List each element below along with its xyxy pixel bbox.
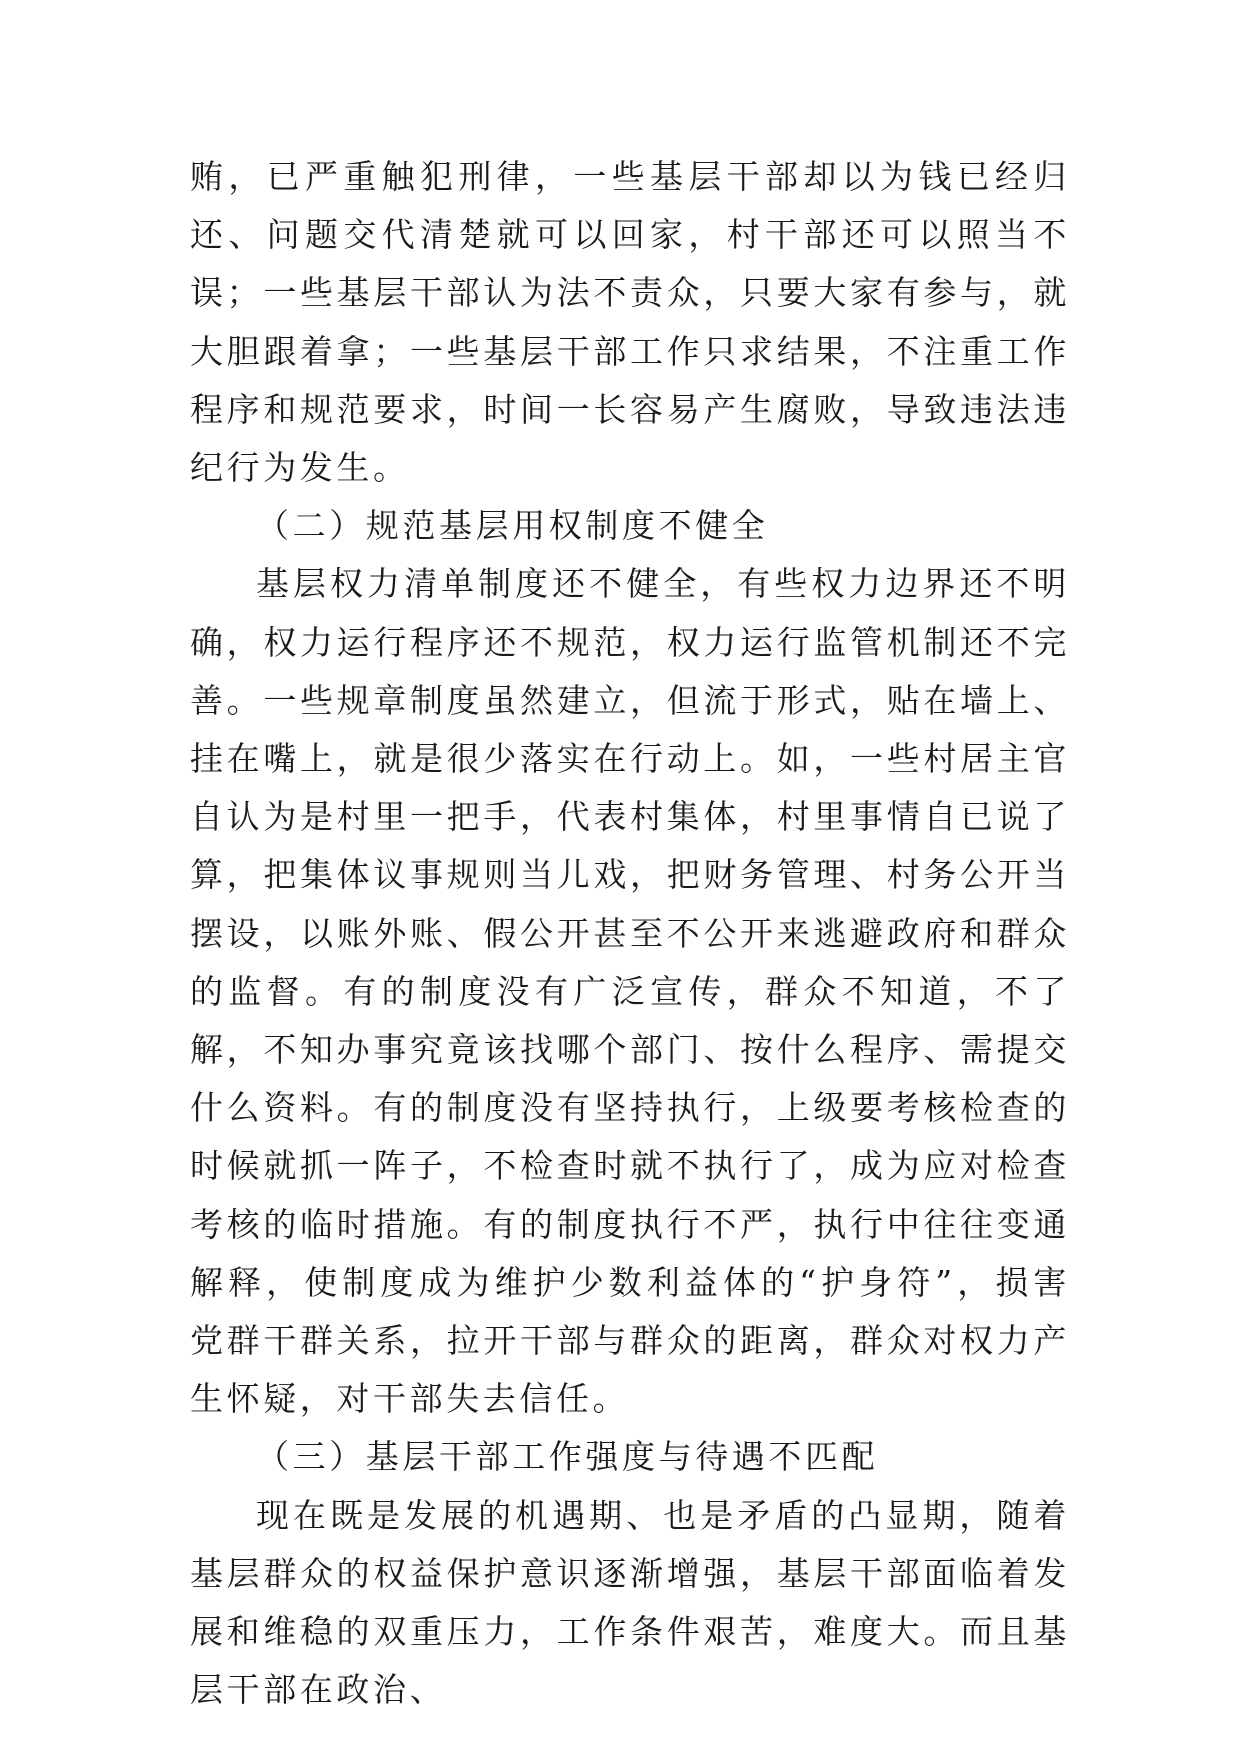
body-paragraph: 基层权力清单制度还不健全，有些权力边界还不明确，权力运行程序还不规范，权力运行监管机制还不完善。一些规章制度虽然建立，但流于形式，贴在墙上、挂在嘴上，就是很少落实在行动上。如，一些村居主官自认为是村里一把手，代表村集体，村里事情自已说了算，把集体议事规则当儿戏，把财务管理、村务公开当摆设，以账外账、假公开甚至不公开来逃避政府和群众的监督。有的制度没有广泛宣传，群众不知道，不了解，不知办事究竟该找哪个部门、按什么程序、需提交什么资料。有的制度没有坚持执行，上级要考核检查的时候就抓一阵子，不检查时就不执行了，成为应对检查考核的临时措施。有的制度执行不严，执行中往往变通解释，使制度成为维护少数利益体的“护身符”，损害党群干群关系，拉开干部与群众的距离，群众对权力产生怀疑，对干部失去信任。 [190,564,1070,1419]
body-paragraph: 贿，已严重触犯刑律，一些基层干部却以为钱已经归还、问题交代清楚就可以回家，村干部还可以照当不误；一些基层干部认为法不责众，只要大家有参与，就大胆跟着拿；一些基层干部工作只求结果，不注重工作程序和规范要求，时间一长容易产生腐败，导致违法违纪行为发生。 [190,157,1070,488]
document-body [190,148,1070,1719]
section-heading: （三）基层干部工作强度与待遇不匹配 [256,1437,879,1477]
section-heading: （二）规范基层用权制度不健全 [256,506,769,546]
body-paragraph: 现在既是发展的机遇期、也是矛盾的凸显期，随着基层群众的权益保护意识逐渐增强，基层干部面临着发展和维稳的双重压力，工作条件艰苦，难度大。而且基层干部在政治、 [190,1495,1070,1710]
